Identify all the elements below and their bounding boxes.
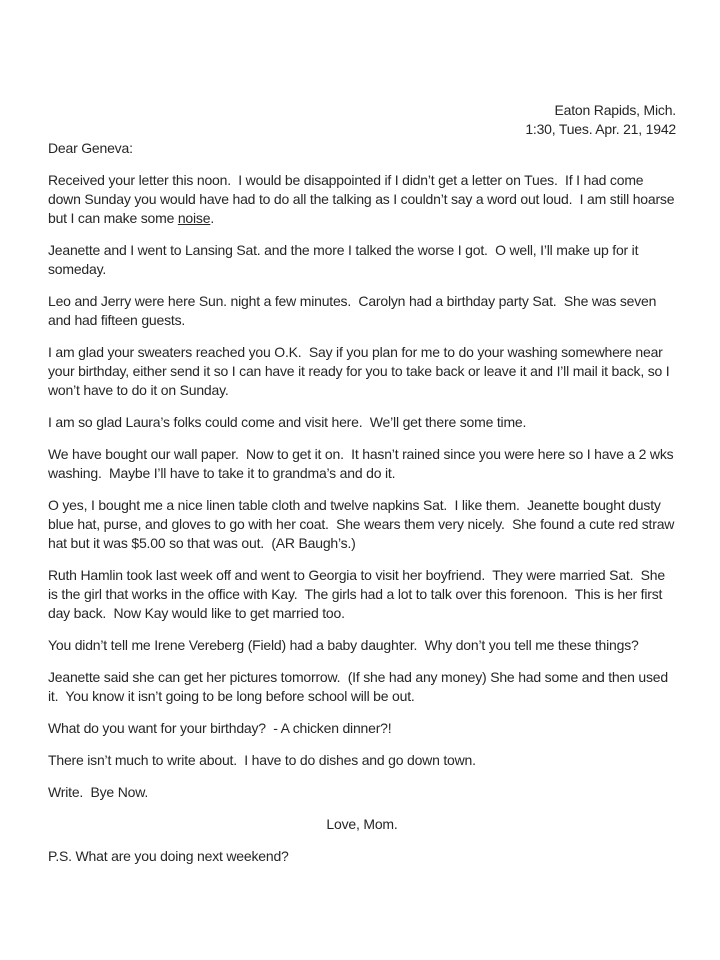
letter-paragraph xyxy=(48,171,679,228)
text-run: Jeanette said she can get her pictures tomorrow. (If she had any money) She had some and then used it. You know it isn’t going to be long before school will be out. xyxy=(48,669,672,704)
letter-closing: Love, Mom. xyxy=(326,816,398,832)
text-run: Write. Bye Now. xyxy=(48,784,149,800)
text-run: You didn’t tell me Irene Vereberg (Field) had a baby daughter. Why don’t you tell me these things? xyxy=(48,637,639,653)
text-run: Ruth Hamlin took last week off and went to Georgia to visit her boyfriend. They were married Sat. She is the girl that works in the office with Kay. The girls had a lot to talk over this forenoon. This is her first day back. Now Kay would like to get married too. xyxy=(48,567,669,621)
text-run: Received your letter this noon. I would be disappointed if I didn’t get a letter on Tues. If I had come down Sunday you would have had to do all the talking as I couldn’t say a word out loud. I am still hoarse but I can make some xyxy=(48,172,679,226)
text-run: I am glad your sweaters reached you O.K. Say if you plan for me to do your washing somewhere near your birthday, either send it so I can have it ready for you to take back or leave it and I’ll mail it back, so I won’t have to do it on Sunday. xyxy=(48,344,674,398)
letter-paragraph xyxy=(48,343,676,400)
letter-postscript: P.S. What are you doing next weekend? xyxy=(48,848,289,864)
text-run: . xyxy=(210,210,215,226)
letter-paragraph xyxy=(48,445,676,483)
text-run: What do you want for your birthday? - A chicken dinner?! xyxy=(48,720,392,736)
letter-paragraph xyxy=(48,413,676,432)
letter-paragraph xyxy=(48,241,676,279)
letter-dateline: 1:30, Tues. Apr. 21, 1942 xyxy=(525,121,676,137)
letter-body xyxy=(48,171,679,802)
text-run: I am so glad Laura’s folks could come and visit here. We’ll get there some time. xyxy=(48,414,527,430)
text-run: There isn’t much to write about. I have to do dishes and go down town. xyxy=(48,752,476,768)
text-run: O yes, I bought me a nice linen table cloth and twelve napkins Sat. I like them. Jeanette bought dusty blue hat, purse, and gloves to go with her coat. She wears them very nicely. She found a cute red straw hat but it was $5.00 so that was out. (AR Baugh’s.) xyxy=(48,497,678,551)
underlined-text: noise xyxy=(177,210,211,226)
letter-paragraph xyxy=(48,636,676,655)
letter-paragraph xyxy=(48,783,676,802)
letter-paragraph xyxy=(48,719,676,738)
letter-paragraph xyxy=(48,566,676,623)
letter-paragraph xyxy=(48,751,676,770)
letter-paragraph xyxy=(48,668,676,706)
letter-salutation: Dear Geneva: xyxy=(48,140,133,156)
letter-paragraph xyxy=(48,496,676,553)
letter-paragraph xyxy=(48,292,676,330)
text-run: Jeanette and I went to Lansing Sat. and the more I talked the worse I got. O well, I’ll make up for it someday. xyxy=(48,242,642,277)
letter-header xyxy=(48,101,676,139)
letter-location: Eaton Rapids, Mich. xyxy=(554,102,676,118)
text-run: Leo and Jerry were here Sun. night a few minutes. Carolyn had a birthday party Sat. She was seven and had fifteen guests. xyxy=(48,293,660,328)
text-run: We have bought our wall paper. Now to get it on. It hasn’t rained since you were here so I have a 2 wks washing. Maybe I’ll have to take it to grandma’s and do it. xyxy=(48,446,678,481)
